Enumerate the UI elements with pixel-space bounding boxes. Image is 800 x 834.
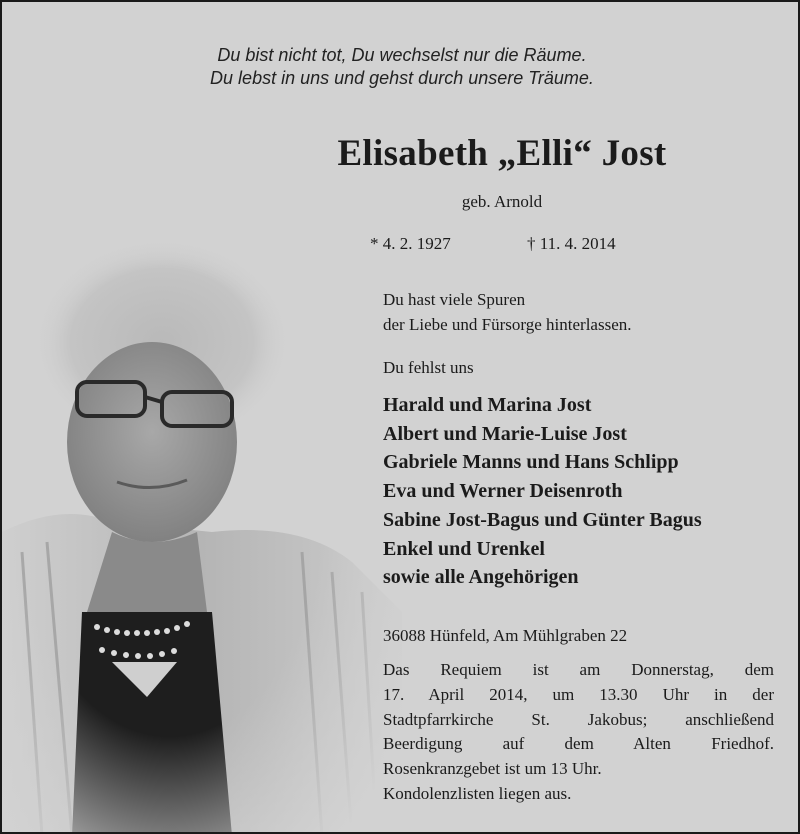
verse-line-1: Du hast viele Spuren bbox=[383, 290, 526, 309]
motto bbox=[2, 44, 800, 90]
requiem-line: Beerdigung auf dem Alten Friedhof. bbox=[383, 734, 774, 754]
requiem-line: 17. April 2014, um 13.30 Uhr in der bbox=[383, 684, 774, 704]
family-member: sowie alle Angehörigen bbox=[383, 566, 579, 589]
requiem-line: Das Requiem ist am Donnerstag, dem bbox=[383, 660, 774, 679]
family-member: Gabriele Manns und Hans Schlipp bbox=[383, 451, 679, 474]
address: 36088 Hünfeld, Am Mühlgraben 22 bbox=[383, 626, 628, 645]
verse bbox=[383, 287, 773, 337]
requiem-line: Kondolenzlisten liegen aus. bbox=[383, 783, 572, 803]
portrait-photo bbox=[2, 232, 402, 834]
family-member: Harald und Marina Jost bbox=[383, 394, 592, 416]
family-member: Albert und Marie-Luise Jost bbox=[383, 422, 627, 445]
requiem-info bbox=[383, 658, 774, 807]
family-member: Enkel und Urenkel bbox=[383, 537, 545, 560]
motto-line-2: Du lebst in uns und gehst durch unsere Träume. bbox=[210, 68, 594, 88]
family-list bbox=[383, 391, 793, 592]
missing-text: Du fehlst uns bbox=[383, 358, 474, 377]
maiden-name: geb. Arnold bbox=[461, 192, 543, 211]
deceased-name: Elisabeth „Elli“ Jost bbox=[337, 133, 667, 174]
family-member: Eva und Werner Deisenroth bbox=[383, 480, 623, 503]
verse-line-2: der Liebe und Fürsorge hinterlassen. bbox=[383, 315, 632, 334]
motto-line-1: Du bist nicht tot, Du wechselst nur die Räume. bbox=[217, 45, 587, 65]
requiem-line: Stadtpfarrkirche St. Jakobus; anschließend bbox=[383, 709, 774, 729]
birth-date: * 4. 2. 1927 bbox=[370, 234, 451, 253]
requiem-line: Rosenkranzgebet ist um 13 Uhr. bbox=[383, 759, 602, 779]
death-date: † 11. 4. 2014 bbox=[527, 234, 616, 253]
family-member: Sabine Jost-Bagus und Günter Bagus bbox=[383, 508, 702, 531]
